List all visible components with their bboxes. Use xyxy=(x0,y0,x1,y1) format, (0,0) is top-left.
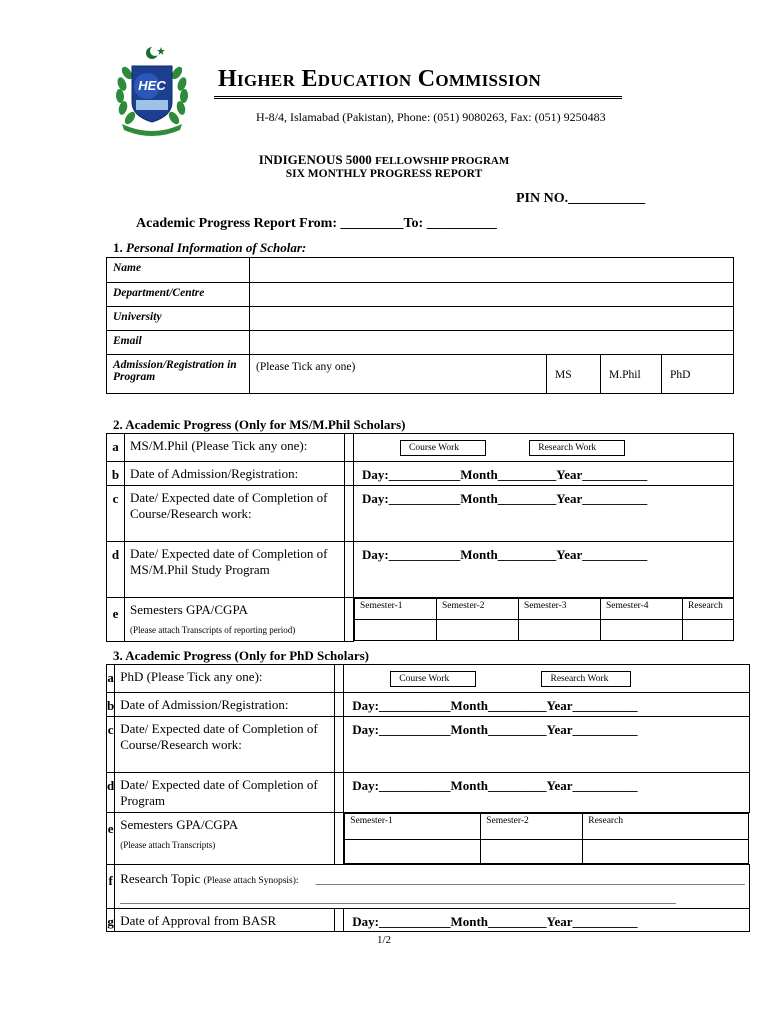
research-topic-cell xyxy=(115,865,750,909)
section-3-title: 3. Academic Progress (Only for PhD Scholars) xyxy=(113,648,370,663)
degree-option-ms[interactable]: MS xyxy=(547,355,601,394)
phd-program-completion-field[interactable]: Day:___________Month_________Year__________ xyxy=(344,773,750,813)
phd-course-completion-label: Date/ Expected date of Completion of Course/Research work: xyxy=(115,717,335,773)
row-letter: a xyxy=(107,434,125,462)
degree-option-phd[interactable]: PhD xyxy=(662,355,734,394)
org-title: Higher Education Commission xyxy=(218,66,542,92)
semester-header: Semester-4 xyxy=(601,599,683,620)
email-label: Email xyxy=(107,331,250,355)
phd-course-completion-field[interactable]: Day:___________Month_________Year__________ xyxy=(344,717,750,773)
report-period-field[interactable]: Academic Progress Report From: _________To: __________ xyxy=(136,216,497,231)
ms-program-completion-label: Date/ Expected date of Completion of MS/M.Phil Study Program xyxy=(125,542,345,598)
row-letter: c xyxy=(107,717,115,773)
logo-text: HEC xyxy=(138,78,166,93)
research-work-checkbox[interactable]: Research Work xyxy=(529,440,625,456)
research-topic-note: (Please attach Synopsis): xyxy=(203,876,299,886)
phd-program-completion-label: Date/ Expected date of Completion of Program xyxy=(115,773,335,813)
ms-gpa-note: (Please attach Transcripts of reporting period) xyxy=(130,625,296,635)
semester-header: Research xyxy=(683,599,734,620)
admission-label: Admission/Registration in Program xyxy=(107,355,250,394)
row-letter: e xyxy=(107,813,115,865)
phd-work-options xyxy=(344,665,750,693)
pin-no-field[interactable]: PIN NO.___________ xyxy=(516,191,646,206)
semester-header: Semester-1 xyxy=(345,814,481,840)
course-work-checkbox[interactable]: Course Work xyxy=(400,440,486,456)
tick-hint: (Please Tick any one) xyxy=(250,355,547,394)
basr-approval-date-field[interactable]: Day:___________Month_________Year__________ xyxy=(344,909,750,932)
ms-work-options xyxy=(354,434,734,462)
ms-course-completion-label: Date/ Expected date of Completion of Course/Research work: xyxy=(125,486,345,542)
section-1-heading: Personal Information of Scholar: xyxy=(126,240,307,255)
program-title-sub: FELLOWSHIP PROGRAM xyxy=(375,155,510,167)
ms-course-completion-field[interactable]: Day:___________Month_________Year__________ xyxy=(354,486,734,542)
semester-gpa-input[interactable] xyxy=(601,620,683,641)
semester-header: Research xyxy=(583,814,749,840)
degree-option-mphil[interactable]: M.Phil xyxy=(601,355,662,394)
row-letter: e xyxy=(107,598,125,642)
report-title: SIX MONTHLY PROGRESS REPORT xyxy=(285,168,483,180)
title-rule xyxy=(214,96,622,99)
university-label: University xyxy=(107,307,250,331)
page-number: 1/2 xyxy=(376,934,392,946)
basr-approval-label: Date of Approval from BASR xyxy=(115,909,335,932)
research-topic-label: Research Topic xyxy=(120,871,201,886)
row-letter: a xyxy=(107,665,115,693)
phd-admission-date-label: Date of Admission/Registration: xyxy=(115,693,335,717)
course-work-checkbox[interactable]: Course Work xyxy=(390,671,476,687)
department-input[interactable] xyxy=(250,283,734,307)
ms-tick-label: MS/M.Phil (Please Tick any one): xyxy=(125,434,345,462)
semester-header: Semester-2 xyxy=(481,814,583,840)
semester-gpa-input[interactable] xyxy=(481,840,583,864)
row-letter: f xyxy=(107,865,115,909)
ms-program-completion-field[interactable]: Day:___________Month_________Year__________ xyxy=(354,542,734,598)
semester-gpa-input[interactable] xyxy=(345,840,481,864)
email-input[interactable] xyxy=(250,331,734,355)
semester-gpa-input[interactable] xyxy=(519,620,601,641)
phd-tick-label: PhD (Please Tick any one): xyxy=(115,665,335,693)
program-title-main: INDIGENOUS 5000 xyxy=(258,152,372,167)
research-topic-line-1[interactable]: ______________________________________________________________________________ xyxy=(315,874,745,886)
org-address: H-8/4, Islamabad (Pakistan), Phone: (051) 9080263, Fax: (051) 9250483 xyxy=(256,110,606,124)
row-letter: c xyxy=(107,486,125,542)
semester-gpa-input[interactable] xyxy=(683,620,734,641)
semester-gpa-input[interactable] xyxy=(583,840,749,864)
semester-gpa-input[interactable] xyxy=(355,620,437,641)
phd-admission-date-field[interactable]: Day:___________Month_________Year__________ xyxy=(344,693,750,717)
phd-semester-grid xyxy=(344,813,750,865)
semester-header: Semester-2 xyxy=(437,599,519,620)
program-title xyxy=(0,152,768,168)
phd-gpa-label-cell xyxy=(115,813,335,865)
university-input[interactable] xyxy=(250,307,734,331)
name-label: Name xyxy=(107,258,250,283)
row-letter: b xyxy=(107,462,125,486)
section-1-number: 1. xyxy=(113,240,123,255)
semester-gpa-input[interactable] xyxy=(437,620,519,641)
semester-header: Semester-1 xyxy=(355,599,437,620)
name-input[interactable] xyxy=(250,258,734,283)
personal-info-table xyxy=(106,257,734,394)
department-label: Department/Centre xyxy=(107,283,250,307)
phd-gpa-note: (Please attach Transcripts) xyxy=(120,840,216,850)
row-letter: g xyxy=(107,909,115,932)
research-work-checkbox[interactable]: Research Work xyxy=(541,671,631,687)
ms-gpa-label-cell xyxy=(125,598,345,642)
section-1-title xyxy=(113,240,306,256)
row-letter: b xyxy=(107,693,115,717)
ms-progress-table xyxy=(106,433,734,642)
phd-gpa-label: Semesters GPA/CGPA xyxy=(120,817,239,832)
ms-admission-date-label: Date of Admission/Registration: xyxy=(125,462,345,486)
section-2-title: 2. Academic Progress (Only for MS/M.Phil Scholars) xyxy=(113,417,406,432)
ms-semester-grid xyxy=(354,598,734,642)
research-topic-line-2[interactable]: _____________________________________________________________________________________________________ xyxy=(120,893,676,905)
row-letter: d xyxy=(107,542,125,598)
ms-gpa-label: Semesters GPA/CGPA xyxy=(130,602,248,617)
ms-admission-date-field[interactable]: Day:___________Month_________Year__________ xyxy=(354,462,734,486)
hec-logo xyxy=(112,44,192,136)
row-letter: d xyxy=(107,773,115,813)
phd-progress-table xyxy=(106,664,750,932)
semester-header: Semester-3 xyxy=(519,599,601,620)
